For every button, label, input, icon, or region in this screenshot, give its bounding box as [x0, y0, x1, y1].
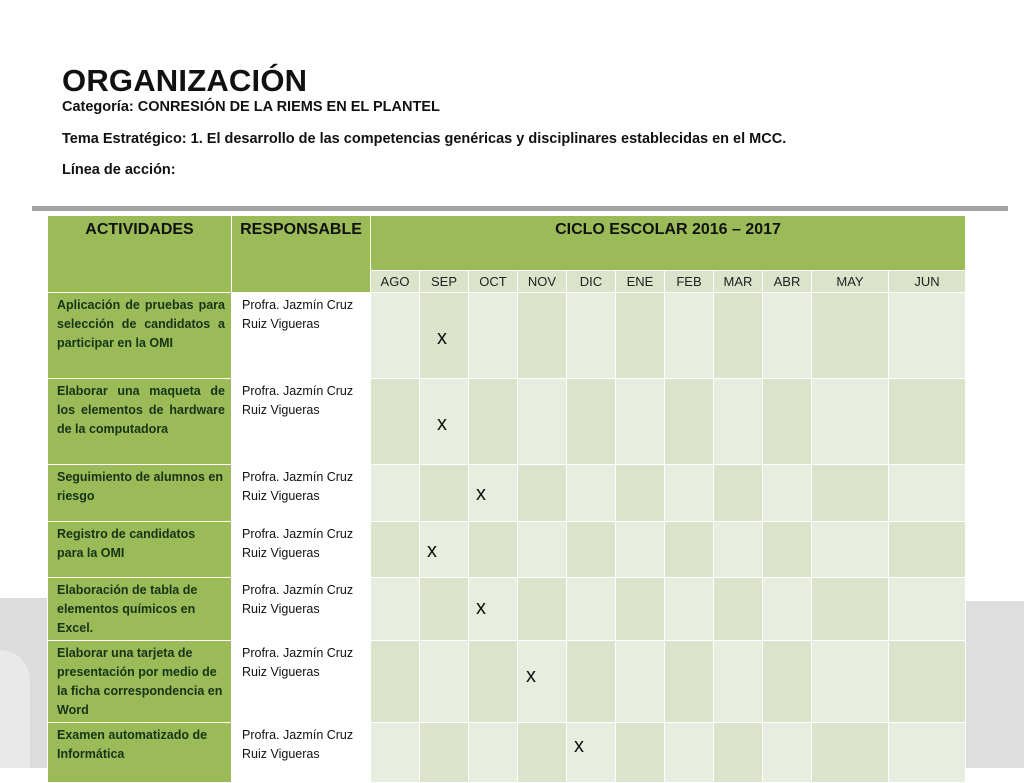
month-cell	[469, 293, 518, 379]
table-row	[48, 578, 966, 641]
month-cell	[763, 723, 812, 783]
divider-rule	[32, 206, 1008, 211]
schedule-mark: x	[526, 665, 536, 687]
month-cell	[616, 465, 665, 522]
activity-cell: Examen automatizado de Informática	[48, 723, 232, 783]
responsable-cell: Profra. Jazmín Cruz Ruiz Vigueras	[232, 293, 371, 379]
responsable-cell: Profra. Jazmín Cruz Ruiz Vigueras	[232, 465, 371, 522]
month-cell	[665, 465, 714, 522]
month-cell	[812, 379, 889, 465]
month-cell	[889, 578, 966, 641]
responsable-cell: Profra. Jazmín Cruz Ruiz Vigueras	[232, 641, 371, 723]
table-row	[48, 522, 966, 578]
schedule-mark: x	[437, 327, 447, 349]
month-cell	[518, 578, 567, 641]
month-header: AGO	[371, 271, 420, 293]
month-cell	[567, 641, 616, 723]
month-header: SEP	[420, 271, 469, 293]
month-cell	[812, 522, 889, 578]
month-cell	[889, 379, 966, 465]
table-row	[48, 641, 966, 723]
activity-cell: Seguimiento de alumnos en riesgo	[48, 465, 232, 522]
month-cell	[616, 379, 665, 465]
activity-cell: Elaborar una tarjeta de presentación por medio de la ficha correspondencia en Word	[48, 641, 232, 723]
month-cell	[665, 723, 714, 783]
month-header: ENE	[616, 271, 665, 293]
month-header: OCT	[469, 271, 518, 293]
table-row	[48, 465, 966, 522]
month-cell	[616, 578, 665, 641]
month-cell	[665, 578, 714, 641]
month-cell	[567, 578, 616, 641]
month-cell	[567, 522, 616, 578]
month-header: ABR	[763, 271, 812, 293]
month-cell	[371, 465, 420, 522]
month-cell	[371, 723, 420, 783]
responsable-cell: Profra. Jazmín Cruz Ruiz Vigueras	[232, 723, 371, 783]
activity-cell: Registro de candidatos para la OMI	[48, 522, 232, 578]
linea-text: Línea de acción:	[62, 162, 176, 178]
month-cell	[469, 379, 518, 465]
month-cell	[665, 379, 714, 465]
month-header: FEB	[665, 271, 714, 293]
responsable-cell: Profra. Jazmín Cruz Ruiz Vigueras	[232, 578, 371, 641]
month-header: DIC	[567, 271, 616, 293]
month-cell	[763, 293, 812, 379]
month-cell	[420, 465, 469, 522]
month-cell	[420, 641, 469, 723]
activities-table	[47, 215, 966, 783]
header-actividades: ACTIVIDADES	[48, 216, 232, 293]
month-cell	[665, 293, 714, 379]
month-cell	[763, 522, 812, 578]
month-cell	[889, 522, 966, 578]
month-cell	[371, 293, 420, 379]
month-cell	[763, 578, 812, 641]
activity-cell: Elaboración de tabla de elementos químicos en Excel.	[48, 578, 232, 641]
schedule-mark: x	[437, 413, 447, 435]
month-cell	[763, 641, 812, 723]
month-cell	[812, 578, 889, 641]
month-cell	[889, 465, 966, 522]
month-cell	[371, 379, 420, 465]
header-responsable: RESPONSABLE	[232, 216, 371, 293]
month-cell	[812, 465, 889, 522]
month-cell	[889, 723, 966, 783]
activity-cell: Aplicación de pruebas para selección de candidatos a participar en la OMI	[48, 293, 232, 379]
month-cell	[889, 641, 966, 723]
month-header: MAY	[812, 271, 889, 293]
month-cell	[763, 379, 812, 465]
month-cell	[616, 641, 665, 723]
tema-text: Tema Estratégico: 1. El desarrollo de las competencias genéricas y disciplinares establecidas en el MCC.	[62, 131, 787, 147]
month-cell	[420, 578, 469, 641]
month-header: MAR	[714, 271, 763, 293]
month-cell	[714, 293, 763, 379]
month-cell	[714, 641, 763, 723]
month-cell	[469, 522, 518, 578]
month-cell	[518, 641, 567, 723]
month-cell	[714, 465, 763, 522]
responsable-cell: Profra. Jazmín Cruz Ruiz Vigueras	[232, 522, 371, 578]
month-cell	[665, 641, 714, 723]
month-cell	[371, 578, 420, 641]
categoria-text: Categoría: CONRESIÓN DE LA RIEMS EN EL PLANTEL	[62, 99, 440, 115]
month-cell	[469, 723, 518, 783]
month-cell	[714, 379, 763, 465]
month-cell	[812, 641, 889, 723]
month-cell	[567, 379, 616, 465]
month-cell	[665, 522, 714, 578]
month-cell	[518, 379, 567, 465]
schedule-mark: x	[574, 735, 584, 757]
month-cell	[616, 723, 665, 783]
month-cell	[371, 522, 420, 578]
activity-cell: Elaborar una maqueta de los elementos de hardware de la computadora	[48, 379, 232, 465]
schedule-mark: x	[476, 597, 486, 619]
month-cell	[469, 641, 518, 723]
schedule-mark: x	[427, 540, 437, 562]
responsable-cell: Profra. Jazmín Cruz Ruiz Vigueras	[232, 379, 371, 465]
month-cell	[518, 293, 567, 379]
month-header: JUN	[889, 271, 966, 293]
slide-header	[62, 64, 786, 178]
month-cell	[616, 522, 665, 578]
month-cell	[371, 641, 420, 723]
table-row	[48, 293, 966, 379]
month-cell	[518, 723, 567, 783]
background-shape-left-inner	[0, 650, 30, 768]
month-cell	[714, 522, 763, 578]
month-cell	[812, 293, 889, 379]
background-shape-right	[965, 601, 1024, 768]
month-cell	[714, 723, 763, 783]
month-cell	[889, 293, 966, 379]
slide-title: ORGANIZACIÓN	[62, 63, 308, 98]
month-cell	[518, 465, 567, 522]
month-header: NOV	[518, 271, 567, 293]
header-ciclo: CICLO ESCOLAR 2016 – 2017	[371, 216, 966, 271]
schedule-mark: x	[476, 483, 486, 505]
month-cell	[567, 293, 616, 379]
month-cell	[567, 465, 616, 522]
month-cell	[812, 723, 889, 783]
month-cell	[763, 465, 812, 522]
month-cell	[616, 293, 665, 379]
table-row	[48, 723, 966, 783]
month-cell	[714, 578, 763, 641]
table-row	[48, 379, 966, 465]
month-cell	[420, 723, 469, 783]
month-cell	[518, 522, 567, 578]
